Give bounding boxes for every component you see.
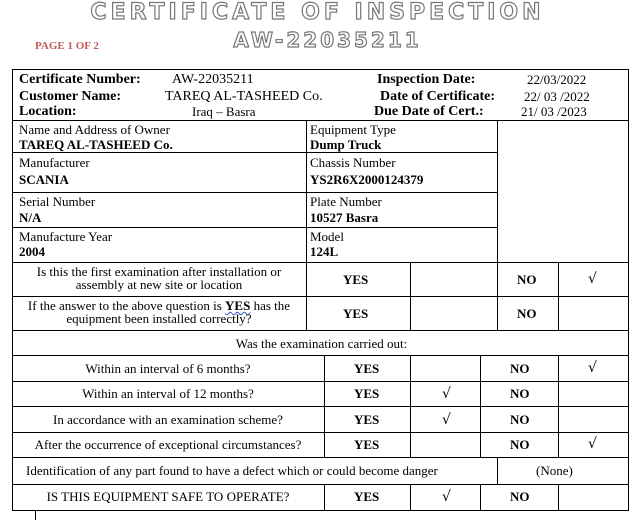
row-defect-identification: Identification of any part found to have a defect which or could become danger [26, 463, 438, 478]
q1-no-check-icon: √ [588, 271, 597, 287]
r2-yes-check-icon: √ [442, 386, 451, 402]
question-installed-correctly [18, 299, 300, 325]
q2-suffix: has the equipment been installed correctly? [66, 298, 291, 326]
q2-yes-word: YES [225, 298, 251, 313]
r6-no: NO [510, 489, 530, 504]
examination-section-header: Was the examination carried out: [235, 336, 408, 351]
chassis-label: Chassis Number [310, 155, 396, 170]
owner-label: Name and Address of Owner [19, 122, 170, 137]
customer-label: Customer Name: [19, 89, 121, 104]
cert-number-label: Certificate Number: [19, 72, 141, 87]
page-label: PAGE 1 OF 2 [35, 40, 99, 52]
r2-yes: YES [354, 386, 380, 401]
r3-no: NO [510, 412, 530, 427]
row-examination-scheme: In accordance with an examination scheme? [53, 412, 283, 427]
location-label: Location: [19, 104, 77, 119]
due-date-label: Due Date of Cert.: [374, 104, 484, 119]
q2-prefix: If the answer to the above question is [27, 298, 226, 313]
serial-value: N/A [19, 210, 42, 225]
r4-no: NO [510, 437, 530, 452]
q2-no: NO [517, 306, 537, 321]
r6-yes-check-icon: √ [442, 489, 451, 505]
model-label: Model [310, 229, 344, 244]
r3-yes: YES [354, 412, 380, 427]
plate-label: Plate Number [310, 194, 382, 209]
model-value: 124L [310, 244, 339, 259]
serial-label: Serial Number [19, 194, 96, 209]
cert-number-value: AW-22035211 [172, 72, 254, 87]
r4-yes: YES [354, 437, 380, 452]
year-value: 2004 [19, 244, 45, 259]
r2-no: NO [510, 386, 530, 401]
r1-yes: YES [354, 361, 380, 376]
date-of-cert-value: 22/ 03 /2022 [524, 89, 590, 104]
date-of-cert-label: Date of Certificate: [380, 89, 496, 104]
manufacturer-value: SCANIA [19, 172, 69, 187]
inspection-date-value: 22/03/2022 [527, 72, 587, 87]
owner-value: TAREQ AL-TASHEED Co. [19, 137, 173, 152]
certificate-title: CERTIFICATE OF INSPECTION [90, 0, 545, 25]
r3-yes-check-icon: √ [442, 412, 451, 428]
customer-value: TAREQ AL-TASHEED Co. [165, 89, 323, 104]
plate-value: 10527 Basra [310, 210, 379, 225]
manufacturer-label: Manufacturer [19, 155, 90, 170]
due-date-value: 21/ 03 /2023 [521, 104, 587, 119]
q2-yes: YES [343, 306, 369, 321]
row-safe-to-operate: IS THIS EQUIPMENT SAFE TO OPERATE? [46, 489, 290, 504]
location-value: Iraq – Basra [192, 104, 256, 119]
type-value: Dump Truck [310, 137, 382, 152]
year-label: Manufacture Year [19, 229, 113, 244]
q1-no: NO [517, 272, 537, 287]
row-6-months: Within an interval of 6 months? [85, 361, 251, 376]
r6-yes: YES [354, 489, 380, 504]
certificate-number-title: AW-22035211 [233, 28, 422, 52]
chassis-value: YS2R6X2000124379 [310, 172, 424, 187]
row-12-months: Within an interval of 12 months? [82, 386, 254, 401]
r1-no-check-icon: √ [588, 360, 597, 376]
r4-no-check-icon: √ [588, 436, 597, 452]
q1-yes: YES [343, 272, 369, 287]
r1-no: NO [510, 361, 530, 376]
inspection-date-label: Inspection Date: [377, 72, 476, 87]
question-first-examination: Is this the first examination after installation or assembly at new site or location [36, 264, 282, 292]
defect-answer: (None) [536, 463, 573, 478]
type-label: Equipment Type [310, 122, 396, 137]
row-exceptional-circumstances: After the occurrence of exceptional circumstances? [34, 437, 302, 452]
margin-marker [35, 511, 36, 520]
